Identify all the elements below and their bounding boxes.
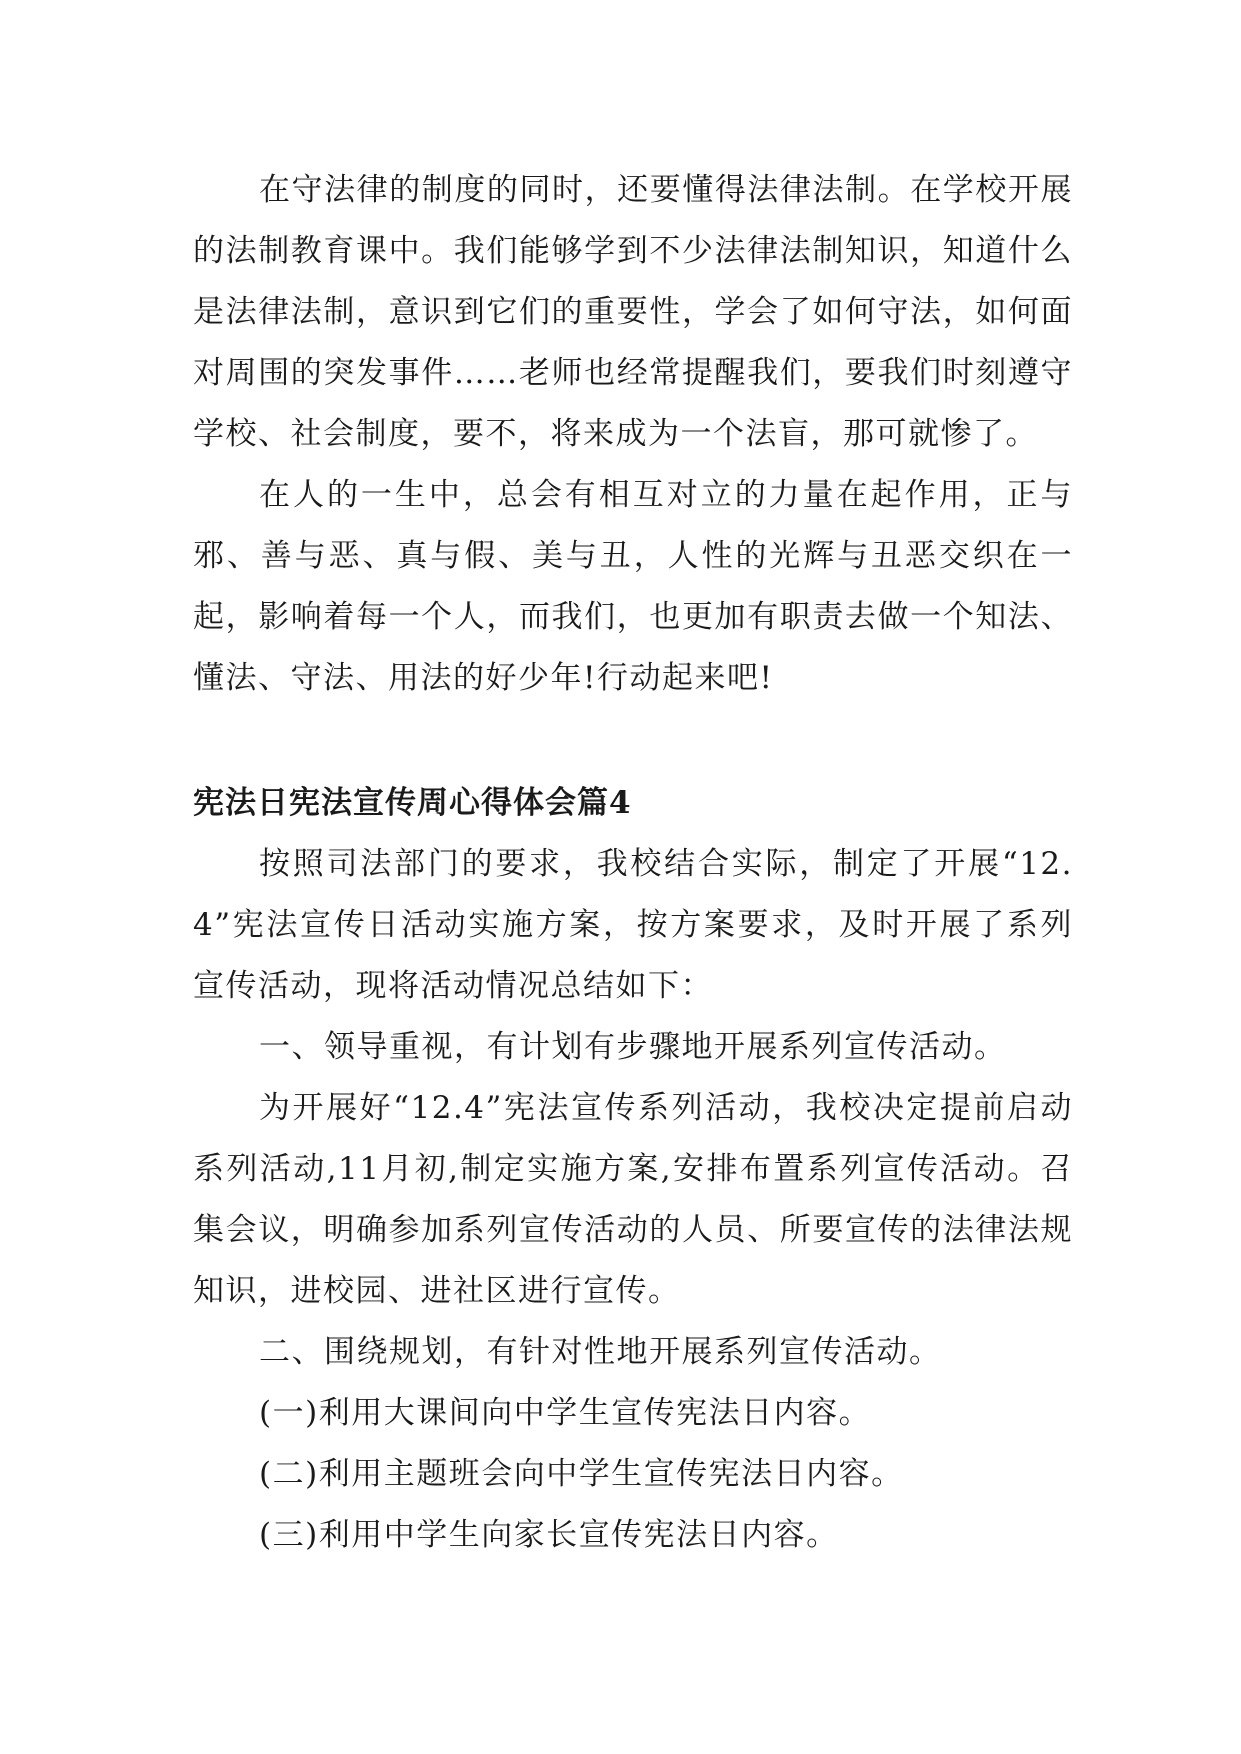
paragraph-9: (三)利用中学生向家长宣传宪法日内容。: [259, 1517, 839, 1553]
section-heading: 宪法日宪法宣传周心得体会篇4: [193, 785, 632, 821]
paragraph-2: 在人的一生中，总会有相互对立的力量在起作用，正与邪、善与恶、真与假、美与丑，人性的光辉与丑恶交织在一起，影响着每一个人，而我们，也更加有职责去做一个知法、懂法、守法、用法的好少年!行动起来吧!: [193, 477, 1073, 696]
paragraph-5: 为开展好“12.4”宪法宣传系列活动，我校决定提前启动系列活动,11月初,制定实施方案,安排布置系列宣传活动。召集会议，明确参加系列宣传活动的人员、所要宣传的法律法规知识，进校园、进社区进行宣传。: [193, 1090, 1073, 1309]
paragraph-8: (二)利用主题班会向中学生宣传宪法日内容。: [259, 1456, 904, 1492]
paragraph-7: (一)利用大课间向中学生宣传宪法日内容。: [259, 1395, 872, 1431]
paragraph-3: 按照司法部门的要求，我校结合实际，制定了开展“12.4”宪法宣传日活动实施方案，按方案要求，及时开展了系列宣传活动，现将活动情况总结如下：: [193, 846, 1073, 1004]
paragraph-4: 一、领导重视，有计划有步骤地开展系列宣传活动。: [259, 1029, 1007, 1065]
paragraph-6: 二、围绕规划，有针对性地开展系列宣传活动。: [259, 1334, 942, 1370]
section-gap: [193, 709, 1073, 773]
paragraph-1: 在守法律的制度的同时，还要懂得法律法制。在学校开展的法制教育课中。我们能够学到不少法律法制知识，知道什么是法律法制，意识到它们的重要性，学会了如何守法，如何面对周围的突发事件……老师也经常提醒我们，要我们时刻遵守学校、社会制度，要不，将来成为一个法盲，那可就惨了。: [193, 172, 1073, 452]
document-page: [193, 160, 1073, 1566]
